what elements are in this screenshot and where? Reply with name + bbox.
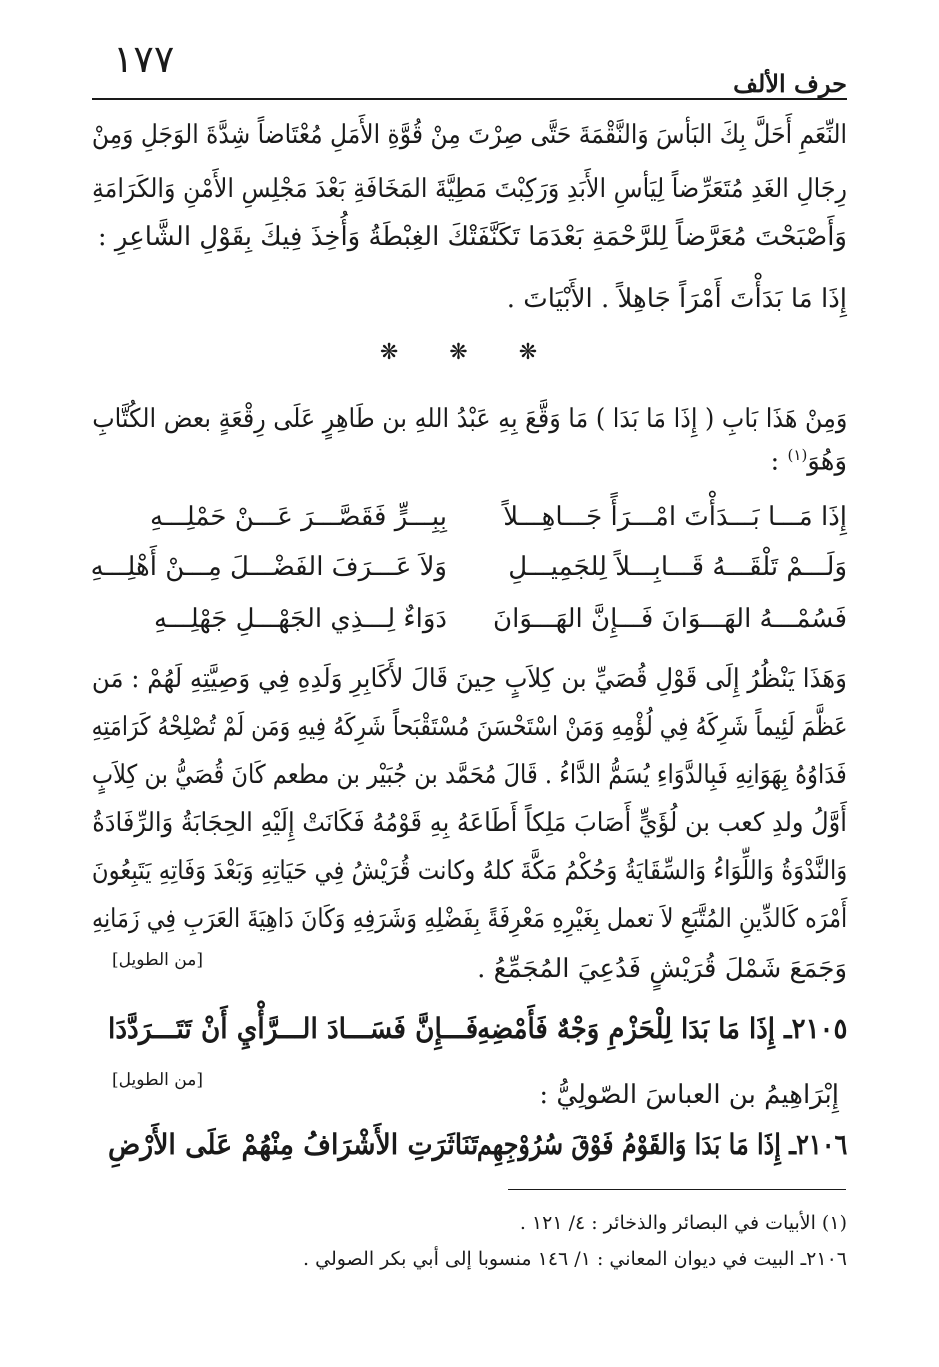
- header-rule: [92, 98, 847, 100]
- poem1-verse3-second: دَوَاءٌ لِـــذِي الجَهْـــلِ جَهْلِـــهِ: [153, 604, 447, 634]
- para3-line-5: وَالنَّدْوَةُ وَاللِّوَاءُ وَالسِّقَايَةُ وَحُكْمُ مَكَّةَ كلهُ وكانت قُرَيْشُ فِي حَيَاتِهِ وَبَعْدَ وَفَاتِهِ يَتَبِعُونَ: [91, 856, 847, 886]
- para2-word: وَهُوَ: [807, 446, 847, 477]
- verse-2106-first: [477, 1128, 847, 1161]
- footnote-marker: (١): [787, 446, 808, 464]
- para1-line-3: وَأَصْبَحْتَ مُعَرَّضاً لِلرَّحْمَةِ بَعْدَمَا تَكَنَّفَتْكَ الغِبْطَةُ وَأُخِذَ فِيكَ بِقَوْلِ الشَّاعِرِ :: [97, 222, 847, 252]
- para3-line-6: أَمْرَه كَالدِّينِ المُتَّبَعِ لاَ تعمل بِغَيْرِهِ مَعْرِفَةً بِفَضْلِهِ وَشَرَفِهِ وَكَانَ دَاهِيَةَ العَرَبِ فِي زَمَانِهِ: [91, 904, 847, 934]
- verse-2105-first: [477, 1012, 847, 1045]
- footnote-rule: [508, 1189, 846, 1190]
- verse-hemistich: إِذَا مَا بَدَا لِلْحَزْمِ وَجْهٌ فَأَمْضِهِ: [476, 1012, 775, 1045]
- poet-attribution: إِبْرَاهِيمُ بن العباسَ الصّولِيُّ :: [539, 1080, 839, 1110]
- verse-2106-second: تَنَاثَرَتِ الأَشْرَافُ مِنْهُمْ عَلَى الأَرْضِ: [108, 1128, 479, 1161]
- verse-hemistich: إِذَا مَا بَدَا وَالقَوْمُ فَوْقَ سُرُوْجِهِم: [476, 1128, 781, 1161]
- para2-colon: :: [770, 446, 780, 477]
- running-head: حرف الألف: [733, 69, 847, 98]
- verse-number: ٢١٠٥ـ: [783, 1012, 847, 1045]
- verse-2105-second: فَـــإِنَّ فَسَـــادَ الـــرَّأْيِ أَنْ تَتَـــرَدَّدَا: [108, 1012, 479, 1045]
- poem1-verse1-first: إِذَا مَـــا بَـــدَأْتَ امْـــرَأً جَـــاهِـــلاً: [503, 502, 847, 532]
- para2-line-2: [770, 446, 847, 477]
- footnote-1: (١) الأبيات في البصائر والذخائر : ٤/ ١٢١ .: [519, 1212, 847, 1234]
- section-separator: ❋ ❋ ❋: [379, 340, 560, 365]
- footnote-2: ٢١٠٦ـ البيت في ديوان المعاني : ١/ ١٤٦ منسوبا إلى أبي بكر الصولي .: [303, 1248, 847, 1270]
- page-number: ١٧٧: [113, 37, 175, 81]
- poem1-verse3-first: فَسُمْـــهُ الهَـــوَانَ فَـــإِنَّ الهَـــوَانَ: [493, 604, 847, 634]
- para1-line-1: النِّعَمِ أَحَلَّ بِكَ البَأسَ وَالنَّقْمَةَ حَتَّى صِرْتَ مِنْ قُوَّةِ الأَمَلِ مُعْتَاضاً شِدَّةَ الوَجَلِ وَمِنْ: [91, 120, 847, 150]
- para1-line-2: رِجَالِ الغَدِ مُتَعَرِّضاً لِيَأسِ الأَبَدِ وَرَكِبْتَ مَطِيَّةَ المَخَافَةِ بَعْدَ مَجْلِسِ الأَمْنِ وَالكَرَامَةِ: [91, 174, 847, 204]
- para3-line-1: وَهَذَا يَنْظُرُ إِلَى قَوْلِ قُصَيِّ بن كِلاَبٍ حِينَ قَالَ لأَكَابِرِ وَلَدِهِ فِي وَصِيَّتِهِ لَهُمْ : مَن: [91, 664, 847, 694]
- quote-line: إِذَا مَا بَدَأْتَ أَمْرَاً جَاهِلاً . الأَبْيَاتَ .: [506, 284, 847, 314]
- para3-line-3: فَدَاوُهُ بِهَوَانِهِ فَبِالدَّوَاءِ يُسَمُّ الدَّاءُ . قَالَ مُحَمَّد بن جُبَيْر بن مطعم كَانَ قُصَيُّ بن كِلاَبٍ: [91, 760, 847, 790]
- poem1-verse2-first: وَلَـــمْ تَلْقَـــهُ قَـــابِـــلاً لِلجَمِيـــلِ: [508, 552, 847, 582]
- verse-number: ٢١٠٦ـ: [788, 1128, 847, 1161]
- meter-label: [من الطويل]: [112, 950, 203, 970]
- poem1-verse1-second: بِبِـــرٍّ فَقَصَّـــرَ عَـــنْ حَمْلِـــهِ: [149, 502, 447, 532]
- para3-line-4: أَوَّلُ ولدِ كعب بن لُؤَيٍّ أَصَابَ مَلِكاً أَطَاعَهُ بِهِ قَوْمُهُ فَكَانَتْ إِلَيْهِ الحِجَابَةُ وَالرِّفَادَةُ: [92, 808, 847, 838]
- para3-line-7: وَجَمَعَ شَمْلَ قُرَيْشٍ فَدُعِيَ المُجَمِّعُ .: [477, 954, 847, 984]
- para3-line-2: عَظَّمَ لَئِيماً شَرِكَهُ فِي لُؤْمِهِ وَمَنْ اسْتَحْسَنَ مُسْتَقْبَحاً شَرِكَهُ فِيهِ وَمَن لَمْ تُصْلِحْهُ كَرَامَتِهِ: [91, 712, 847, 742]
- para2-line-1: وَمِنْ هَذَا بَابِ ( إِذَا مَا بَدَا ) مَا وَقَّعَ بِهِ عَبْدُ اللهِ بن طَاهِرٍ عَلَى رِقْعَةٍ بعض الكُتَّابِ: [91, 404, 847, 434]
- poem1-verse2-second: وَلاَ عَـــرَفَ الفَضْـــلَ مِـــنْ أَهْلِـــهِ: [90, 552, 447, 582]
- meter-label: [من الطويل]: [112, 1070, 203, 1090]
